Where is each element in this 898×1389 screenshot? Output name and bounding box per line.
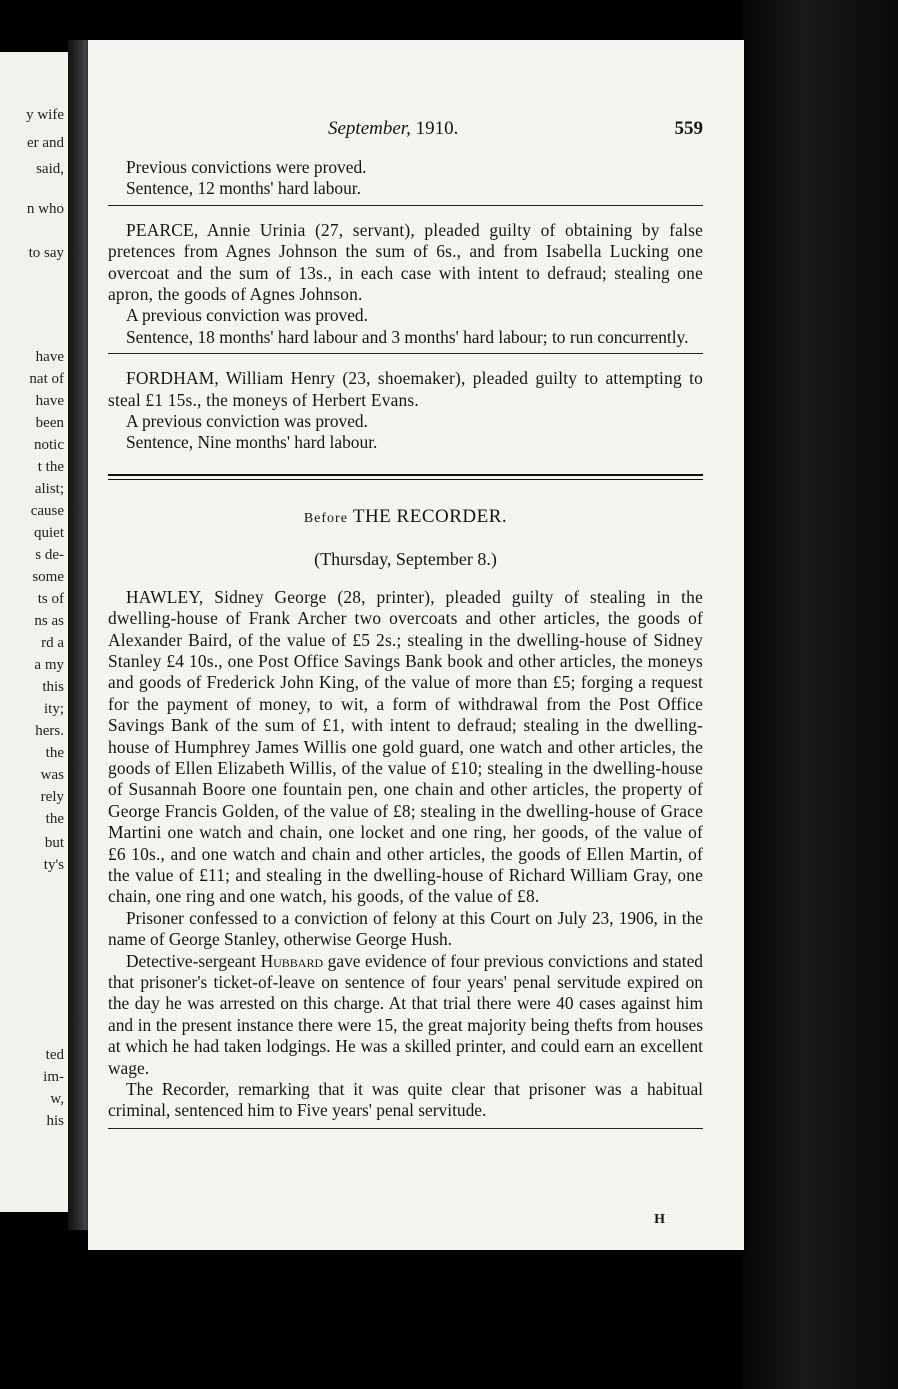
page-body — [108, 157, 703, 1129]
left-page-fragment: s de- — [35, 547, 64, 563]
right-page-edge-shadow — [742, 0, 898, 1389]
entry-hawley — [108, 587, 703, 1122]
hawley-charge: HAWLEY, Sidney George (28, printer), pleaded guilty of stealing in the dwelling-house of Frank Archer two overcoats and other articles, the goods of Alexander Baird, of the value of £5 2s.; stealing in the dwelling-house of Sidney Stanley £4 10s., one Post Office Savings Bank book and other articles, the moneys and goods of Frederick John King, of the value of more than £5; forging a request for the payment of money, to wit, a form of withdrawal from the Post Office Savings Bank of the sum of £1, with intent to defraud; stealing in the dwelling-house of Humphrey James Willis one gold guard, one watch and other articles, the goods of Ellen Elizabeth Willis, of the value of £10; stealing in the dwelling-house of Susannah Boore one fountain pen, one chain and other articles, the property of George Francis Golden, of the value of £8; stealing in the dwelling-house of Grace Martini one watch and chain, one locket and one ring, her goods, of the value of £6 10s., and one watch and chain and other articles, the goods of Ellen Martin, of the value of £11; and stealing in the dwelling-house of Richard William Gray, one chain, one ring and one watch, his goods, of the value of £8. — [108, 586, 703, 907]
left-page-fragment: this — [42, 679, 64, 695]
continuation-conviction: Previous convictions were proved. — [126, 157, 367, 177]
section-date: (Thursday, September 8.) — [314, 549, 497, 570]
left-page-fragment: a my — [34, 657, 64, 673]
pearce-conviction: A previous conviction was proved. — [126, 305, 368, 326]
left-page-fragment: notic — [34, 437, 64, 453]
left-page-fragment: said, — [36, 161, 64, 177]
section-heading — [108, 506, 703, 529]
left-page-fragment: im- — [43, 1069, 64, 1085]
page-number: 559 — [674, 118, 703, 139]
left-page-fragment: hers. — [35, 723, 64, 739]
entry-fordham — [108, 368, 703, 454]
entry-pearce — [108, 220, 703, 348]
left-page-fragment: n who — [26, 201, 64, 217]
left-page-fragment: y wife — [26, 107, 64, 123]
entry-divider — [108, 353, 703, 354]
left-page-fragment: nat of — [29, 371, 64, 387]
left-page-fragment: cause — [30, 503, 64, 519]
left-page-fragment: to say — [28, 245, 64, 261]
left-page-fragment: rd a — [41, 635, 64, 651]
left-page-fragment: alist; — [34, 481, 64, 497]
section-double-rule — [108, 474, 703, 480]
left-page-fragment: been — [35, 415, 64, 431]
running-header — [108, 118, 703, 142]
header-year: 1910. — [415, 118, 459, 139]
left-page-fragment: ted — [45, 1047, 64, 1063]
pearce-sentence: Sentence, 18 months' hard labour and 3 months' hard labour; to run concurrently. — [126, 326, 689, 347]
left-page-fragment: ts of — [37, 591, 64, 607]
left-page-fragment: the — [45, 811, 64, 827]
left-page-fragment: was — [40, 767, 64, 783]
fordham-sentence: Sentence, Nine months' hard labour. — [126, 432, 378, 453]
left-page-fragment: but — [44, 835, 64, 851]
hawley-confession: Prisoner confessed to a conviction of felony at this Court on July 23, 1906, in the name of George Stanley, otherwise George Hush. — [108, 907, 703, 950]
section-heading-title: THE RECORDER. — [352, 505, 508, 527]
pearce-charge: PEARCE, Annie Urinia (27, servant), pleaded guilty of obtaining by false pretences from Agnes Johnson the sum of 6s., and from Isabella Lucking one overcoat and the sum of 13s., in each case with intent to defraud; stealing one apron, the goods of Agnes Johnson. — [108, 219, 703, 305]
book-page — [88, 40, 744, 1250]
left-page-fragment: w, — [50, 1091, 64, 1107]
left-page-fragment: ity; — [43, 701, 64, 717]
evidence-officer: Hubbard — [260, 950, 324, 971]
left-page-fragment: ty's — [43, 857, 64, 873]
entry-divider — [108, 205, 703, 206]
left-page-fragment: the — [45, 745, 64, 761]
left-page-fragment: have — [35, 349, 64, 365]
left-page-fragment: quiet — [34, 525, 64, 541]
left-page-fragment: ns as — [34, 613, 64, 629]
evidence-prefix: Detective-sergeant — [126, 950, 257, 971]
left-page-fragment: rely — [40, 789, 64, 805]
header-month: September, — [328, 118, 411, 139]
section-heading-prefix: Before — [303, 510, 348, 526]
signature-mark: H — [654, 1212, 665, 1227]
page-end-rule — [108, 1128, 703, 1129]
book-binding — [68, 40, 90, 1230]
left-page-fragment: some — [32, 569, 64, 585]
header-date — [328, 118, 458, 140]
left-page-fragment: er and — [26, 135, 64, 151]
left-page-fragment: have — [35, 393, 64, 409]
left-page-fragment: t the — [37, 459, 64, 475]
left-page-fragment: his — [46, 1113, 64, 1129]
hawley-sentence: The Recorder, remarking that it was quite clear that prisoner was a habitual criminal, sentenced him to Five years' penal servitude. — [108, 1079, 703, 1121]
fordham-charge: FORDHAM, William Henry (23, shoemaker), pleaded guilty to attempting to steal £1 15s., the moneys of Herbert Evans. — [108, 368, 703, 410]
fordham-conviction: A previous conviction was proved. — [126, 411, 368, 432]
hawley-evidence — [108, 951, 703, 1079]
previous-page-edge — [0, 52, 71, 1212]
continuation-sentence: Sentence, 12 months' hard labour. — [126, 178, 361, 199]
evidence-rest: gave evidence of four previous convictions and stated that prisoner's ticket-of-leave on sentence of four years' penal servitude expired on the day he was arrested on this charge. At that trial there were 40 cases against him and in the present instance there were 15, the great majority being thefts from houses at which he had taken lodgings. He was a skilled printer, and could earn an excellent wage. — [108, 950, 703, 1078]
